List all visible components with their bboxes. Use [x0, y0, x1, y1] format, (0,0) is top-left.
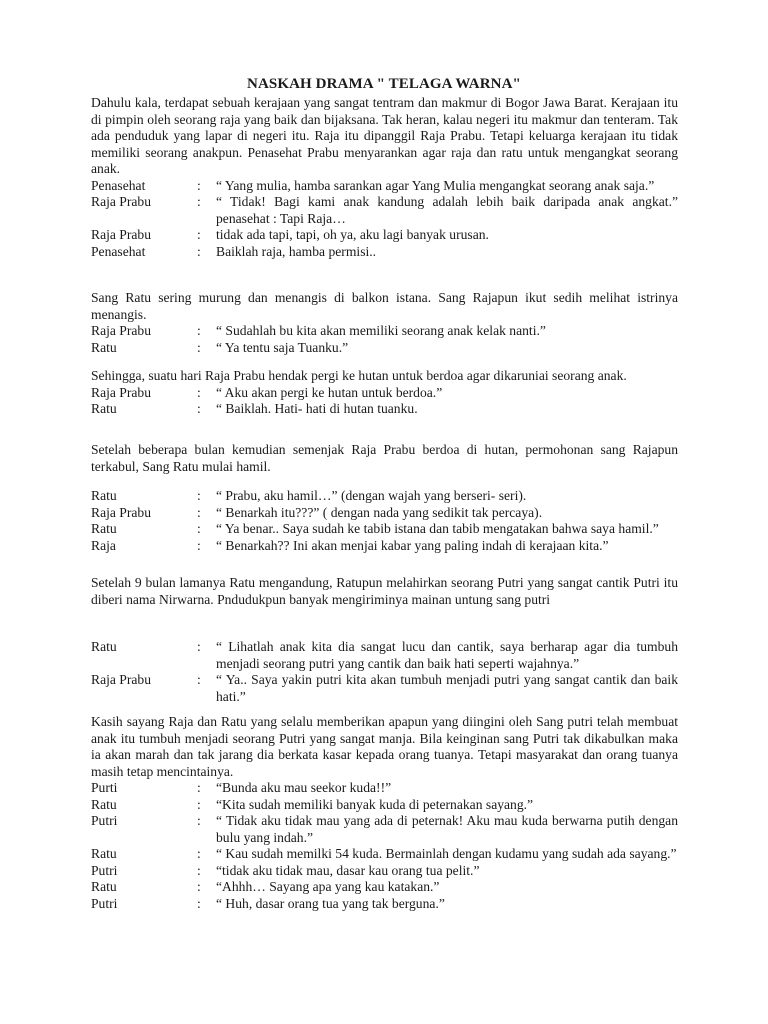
dialogue-line [91, 340, 678, 357]
dialogue-text: “ Sudahlah bu kita akan memiliki seorang anak kelak nanti.” [216, 323, 546, 338]
speaker-name: Ratu [91, 796, 117, 812]
dialogue-text: “ Benarkah?? Ini akan menjai kabar yang paling indah di kerajaan kita.” [216, 537, 609, 553]
narration-paragraph: Setelah beberapa bulan kemudian semenjak Raja Prabu berdoa di hutan, permohonan sang Rajapun terkabul, Sang Ratu mulai hamil. [91, 442, 678, 474]
document-section [91, 442, 678, 475]
colon-separator: : [197, 339, 201, 355]
colon-separator: : [197, 813, 201, 828]
narration-paragraph: Sehingga, suatu hari Raja Prabu hendak pergi ke hutan untuk berdoa agar dikaruniai seorang anak. [91, 368, 627, 383]
colon-separator: : [197, 323, 201, 338]
speaker-name: Ratu [91, 846, 117, 861]
dialogue-line [91, 244, 678, 261]
colon-separator: : [197, 488, 201, 503]
speaker-name: Raja Prabu [91, 384, 152, 400]
dialogue-text: “ Tidak! Bagi kami anak kandung adalah lebih baik daripada anak angkat.” penasehat : Tapi Raja… [216, 194, 678, 226]
dialogue-text: “tidak aku tidak mau, dasar kau orang tua pelit.” [216, 862, 480, 878]
dialogue-line [91, 488, 678, 505]
colon-separator: : [197, 521, 201, 536]
colon-separator: : [197, 227, 201, 242]
document-section [91, 95, 678, 260]
dialogue-text: “ Lihatlah anak kita dia sangat lucu dan cantik, saya berharap agar dia tumbuh menjadi seorang putri yang cantik dan baik hati seperti wajahnya.” [216, 639, 678, 671]
document-section [91, 488, 678, 554]
speaker-name: Putri [91, 895, 118, 911]
dialogue-text: “Bunda aku mau seekor kuda!!” [216, 780, 392, 795]
colon-separator: : [197, 796, 201, 812]
dialogue-text: Baiklah raja, hamba permisi.. [216, 243, 377, 259]
dialogue-line [91, 797, 678, 814]
dialogue-line [91, 863, 678, 880]
narration-paragraph: Kasih sayang Raja dan Ratu yang selalu memberikan apapun yang diingini oleh Sang putri telah membuat anak itu tumbuh menjadi seorang Putri yang sangat manja. Bila keinginan sang Putri tak dikabulkan maka ia akan marah dan tak jarang dia berkata kasar kepada orang tuanya. Tetapi masyarakat dan orang tuanya masih tetap mencintainya. [91, 714, 678, 779]
dialogue-line [91, 846, 678, 863]
colon-separator: : [197, 846, 201, 861]
speaker-name: Ratu [91, 521, 117, 536]
colon-separator: : [197, 401, 201, 416]
colon-separator: : [197, 639, 201, 654]
dialogue-text: “ Tidak aku tidak mau yang ada di peternak! Aku mau kuda berwarna putih dengan bulu yang indah.” [216, 813, 678, 845]
colon-separator: : [197, 780, 201, 795]
dialogue-text: “ Aku akan pergi ke hutan untuk berdoa.” [216, 384, 443, 400]
colon-separator: : [197, 862, 201, 878]
speaker-name: Raja [91, 537, 116, 553]
colon-separator: : [197, 672, 201, 687]
document-section [91, 290, 678, 356]
dialogue-line [91, 879, 678, 896]
speaker-name: Raja Prabu [91, 323, 152, 338]
dialogue-line [91, 194, 678, 227]
dialogue-line [91, 639, 678, 672]
colon-separator: : [197, 537, 201, 553]
colon-separator: : [197, 384, 201, 400]
dialogue-text: “ Ya.. Saya yakin putri kita akan tumbuh menjadi putri yang sangat cantik dan baik hati.” [216, 672, 678, 704]
dialogue-line [91, 538, 678, 555]
colon-separator: : [197, 504, 201, 520]
speaker-name: Penasehat [91, 243, 146, 259]
speaker-name: Putri [91, 862, 118, 878]
speaker-name: Ratu [91, 639, 117, 654]
dialogue-text: “ Yang mulia, hamba sarankan agar Yang Mulia mengangkat seorang anak saja.” [216, 177, 655, 193]
dialogue-line [91, 401, 678, 418]
colon-separator: : [197, 177, 201, 193]
narration-paragraph: Setelah 9 bulan lamanya Ratu mengandung, Ratupun melahirkan seorang Putri yang sangat cantik Putri itu diberi nama Nirwarna. Pndudukpun banyak mengiriminya mainan untung sang putri [91, 575, 678, 607]
colon-separator: : [197, 194, 201, 209]
dialogue-line [91, 521, 678, 538]
dialogue-text: “ Prabu, aku hamil…” (dengan wajah yang berseri- seri). [216, 488, 527, 503]
speaker-name: Raja Prabu [91, 504, 152, 520]
dialogue-line [91, 780, 678, 797]
dialogue-text: “ Benarkah itu???” ( dengan nada yang sedikit tak percaya). [216, 504, 543, 520]
dialogue-line [91, 672, 678, 705]
speaker-name: Penasehat [91, 177, 146, 193]
document-section [91, 639, 678, 705]
dialogue-line [91, 385, 678, 402]
dialogue-line [91, 323, 678, 340]
speaker-name: Purti [91, 780, 118, 795]
speaker-name: Ratu [91, 339, 117, 355]
dialogue-text: “Ahhh… Sayang apa yang kau katakan.” [216, 879, 440, 894]
dialogue-text: “ Baiklah. Hati- hati di hutan tuanku. [216, 401, 418, 416]
colon-separator: : [197, 243, 201, 259]
speaker-name: Raja Prabu [91, 672, 152, 687]
dialogue-line [91, 227, 678, 244]
dialogue-line [91, 813, 678, 846]
speaker-name: Ratu [91, 879, 117, 894]
speaker-name: Raja Prabu [91, 194, 152, 209]
document-section [91, 714, 678, 912]
dialogue-text: “ Ya tentu saja Tuanku.” [216, 339, 349, 355]
narration-paragraph: Dahulu kala, terdapat sebuah kerajaan yang sangat tentram dan makmur di Bogor Jawa Barat. Kerajaan itu di pimpin oleh seorang raja yang baik dan bijaksana. Tak heran, kalau negeri itu makmur dan tenteram. Tak ada penduduk yang lapar di negeri itu. Raja itu dipanggil Raja Prabu. Tetapi keluarga kerajaan itu tidak memiliki seorang anakpun. Penasehat Prabu menyarankan agar raja dan ratu untuk mengangkat seorang anak. [91, 95, 678, 176]
colon-separator: : [197, 895, 201, 911]
dialogue-text: tidak ada tapi, tapi, oh ya, aku lagi banyak urusan. [216, 227, 489, 242]
speaker-name: Ratu [91, 401, 117, 416]
speaker-name: Raja Prabu [91, 227, 152, 242]
colon-separator: : [197, 879, 201, 894]
dialogue-line [91, 896, 678, 913]
dialogue-line [91, 505, 678, 522]
dialogue-text: “ Ya benar.. Saya sudah ke tabib istana dan tabib mengatakan bahwa saya hamil.” [216, 521, 659, 536]
document-section [91, 368, 678, 418]
dialogue-text: “ Huh, dasar orang tua yang tak berguna.” [216, 895, 445, 911]
dialogue-line [91, 178, 678, 195]
narration-paragraph: Sang Ratu sering murung dan menangis di balkon istana. Sang Rajapun ikut sedih melihat istrinya menangis. [91, 290, 678, 322]
document-title: NASKAH DRAMA " TELAGA WARNA" [247, 76, 521, 92]
dialogue-text: “ Kau sudah memilki 54 kuda. Bermainlah dengan kudamu yang sudah ada sayang.” [216, 846, 677, 861]
document-section [91, 575, 678, 608]
speaker-name: Ratu [91, 488, 117, 503]
speaker-name: Putri [91, 813, 118, 828]
dialogue-text: “Kita sudah memiliki banyak kuda di peternakan sayang.” [216, 796, 534, 812]
